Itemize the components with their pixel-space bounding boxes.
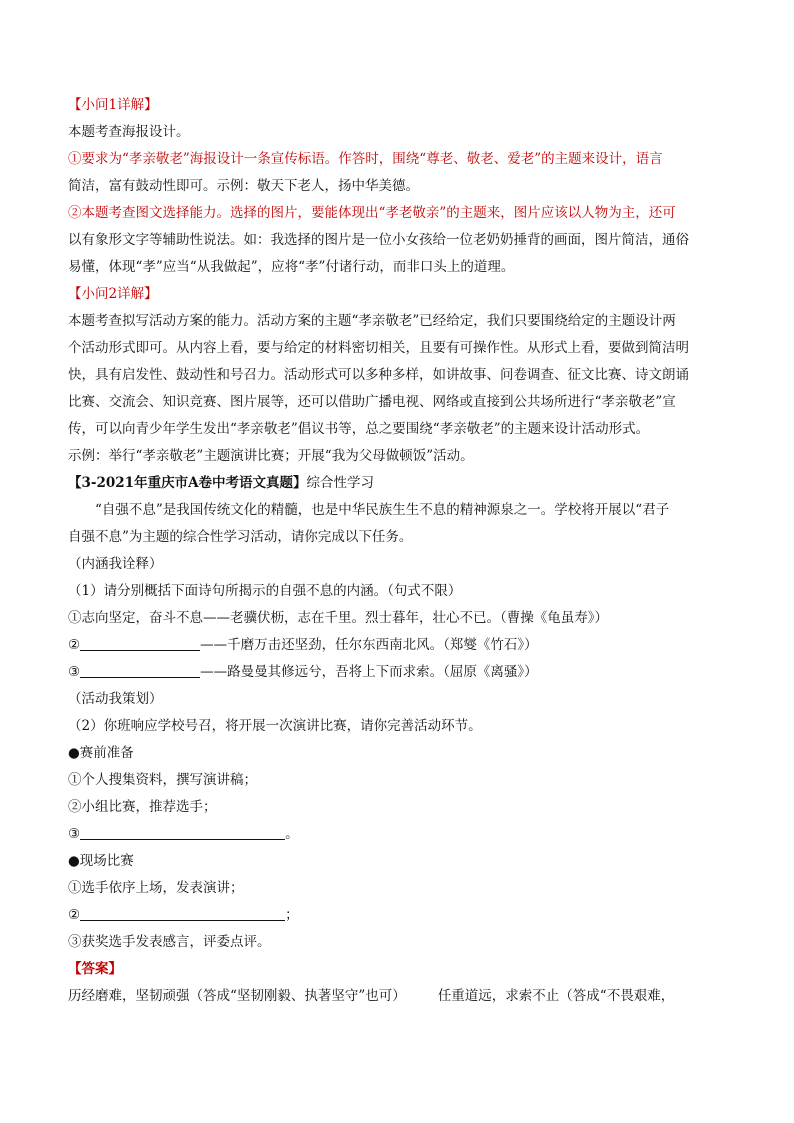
- answer-part-b: 任重道远，求索不止（答成“不畏艰难，: [437, 988, 675, 1004]
- q3-intro-line-1: “自强不息”是我国传统文化的精髓，也是中华民族生生不息的精神源泉之一。学校将开展以“君子: [95, 502, 670, 518]
- q2-heading: 【小问2详解】: [68, 286, 158, 302]
- q1-p1-line-2: 简洁，富有鼓动性即可。示例：敬天下老人，扬中华美德。: [68, 178, 419, 194]
- q3-item-3: [68, 659, 728, 686]
- document-content: [68, 92, 728, 1010]
- q3-task-2: （2）你班响应学校号召，将开展一次演讲比赛，请你完善活动环节。: [68, 718, 482, 734]
- item-2-answer-blank[interactable]: [80, 634, 200, 651]
- live-step-1: ①选手依序上场，发表演讲；: [68, 880, 244, 896]
- pre-step-3-answer-blank[interactable]: [80, 823, 285, 840]
- q1-heading: 【小问1详解】: [68, 97, 158, 113]
- q3-title: [68, 470, 728, 497]
- live-step-2: [68, 902, 728, 929]
- live-title: ●现场比赛: [68, 853, 134, 869]
- q1-intro: 本题考查海报设计。: [68, 124, 190, 140]
- pre-step-3-mark: ③: [68, 826, 81, 842]
- live-step-2-mark: ②: [68, 907, 81, 923]
- q3-section-1: （内涵我诠释）: [68, 556, 163, 572]
- item-3-mark: ③: [68, 664, 81, 680]
- q3-item-2: [68, 632, 728, 659]
- pre-step-3: [68, 821, 728, 848]
- q3-intro-line-2: 自强不息”为主题的综合性学习活动，请你完成以下任务。: [68, 529, 413, 545]
- pre-title: ●赛前准备: [68, 745, 134, 761]
- q2-line-2: 个活动形式即可。从内容上看，要与给定的材料密切相关，且要有可操作性。从形式上看，要做到简洁明: [68, 340, 689, 356]
- q1-p2-line-1: ②本题考查图文选择能力。选择的图片，要能体现出“孝老敬亲”的主题来，图片应该以人物为主，还可: [68, 205, 676, 221]
- q2-line-5: 传，可以向青少年学生发出“孝亲敬老”倡议书等，总之要围绕“孝亲敬老”的主题来设计活动形式。: [68, 421, 650, 437]
- q3-section-2: （活动我策划）: [68, 691, 163, 707]
- live-step-2-end: ；: [285, 907, 299, 923]
- q2-line-1: 本题考查拟写活动方案的能力。活动方案的主题“孝亲敬老”已经给定，我们只要围绕给定的主题设计两: [68, 313, 676, 329]
- pre-step-2: ②小组比赛，推荐选手；: [68, 799, 217, 815]
- pre-step-1: ①个人搜集资料，撰写演讲稿；: [68, 772, 257, 788]
- answer-heading: 【答案】: [68, 961, 122, 977]
- q1-p2-line-3: 易懂，体现“孝”应当“从我做起”，应将“孝”付诸行动，而非口头上的道理。: [68, 259, 515, 275]
- q2-line-4: 比赛、交流会、知识竞赛、图片展等，还可以借助广播电视、网络或直接到公共场所进行“孝亲敬老”宣: [68, 394, 676, 410]
- item-2-text: ——千磨万击还坚劲，任尔东西南北风。（郑燮《竹石》）: [200, 637, 538, 653]
- q3-task-1: （1）请分别概括下面诗句所揭示的自强不息的内涵。（句式不限）: [68, 583, 462, 599]
- q1-p2-line-2: 以有象形文字等辅助性说法。如：我选择的图片是一位小女孩给一位老奶奶捶背的画面，图片简洁，通俗: [68, 232, 689, 248]
- item-3-answer-blank[interactable]: [80, 661, 200, 678]
- q2-line-6: 示例：举行“孝亲敬老”主题演讲比赛；开展“我为父母做顿饭”活动。: [68, 448, 474, 464]
- q1-p1-line-1: ①要求为“孝亲敬老”海报设计一条宣传标语。作答时，围绕“尊老、敬老、爱老”的主题来设计，语言: [68, 151, 663, 167]
- pre-step-3-end: 。: [285, 826, 299, 842]
- q3-topic: 综合性学习: [306, 475, 375, 491]
- live-step-2-answer-blank[interactable]: [80, 904, 285, 921]
- item-2-mark: ②: [68, 637, 81, 653]
- answer-part-a: 历经磨难，坚韧顽强（答成“坚韧刚毅、执著坚守”也可）: [68, 988, 406, 1004]
- q3-source: 【3-2021年重庆市A卷中考语文真题】: [68, 475, 307, 491]
- item-3-text: ——路曼曼其修远兮，吾将上下而求索。（屈原《离骚》）: [200, 664, 538, 680]
- q3-item-1: ①志向坚定，奋斗不息——老骥伏枥，志在千里。烈士暮年，壮心不已。（曹操《龟虽寿》）: [68, 610, 608, 626]
- live-step-3: ③获奖选手发表感言，评委点评。: [68, 934, 271, 950]
- q2-line-3: 快，具有启发性、鼓动性和号召力。活动形式可以多种多样，如讲故事、问卷调查、征文比赛、诗文朗诵: [68, 367, 689, 383]
- answer-line: [68, 983, 728, 1010]
